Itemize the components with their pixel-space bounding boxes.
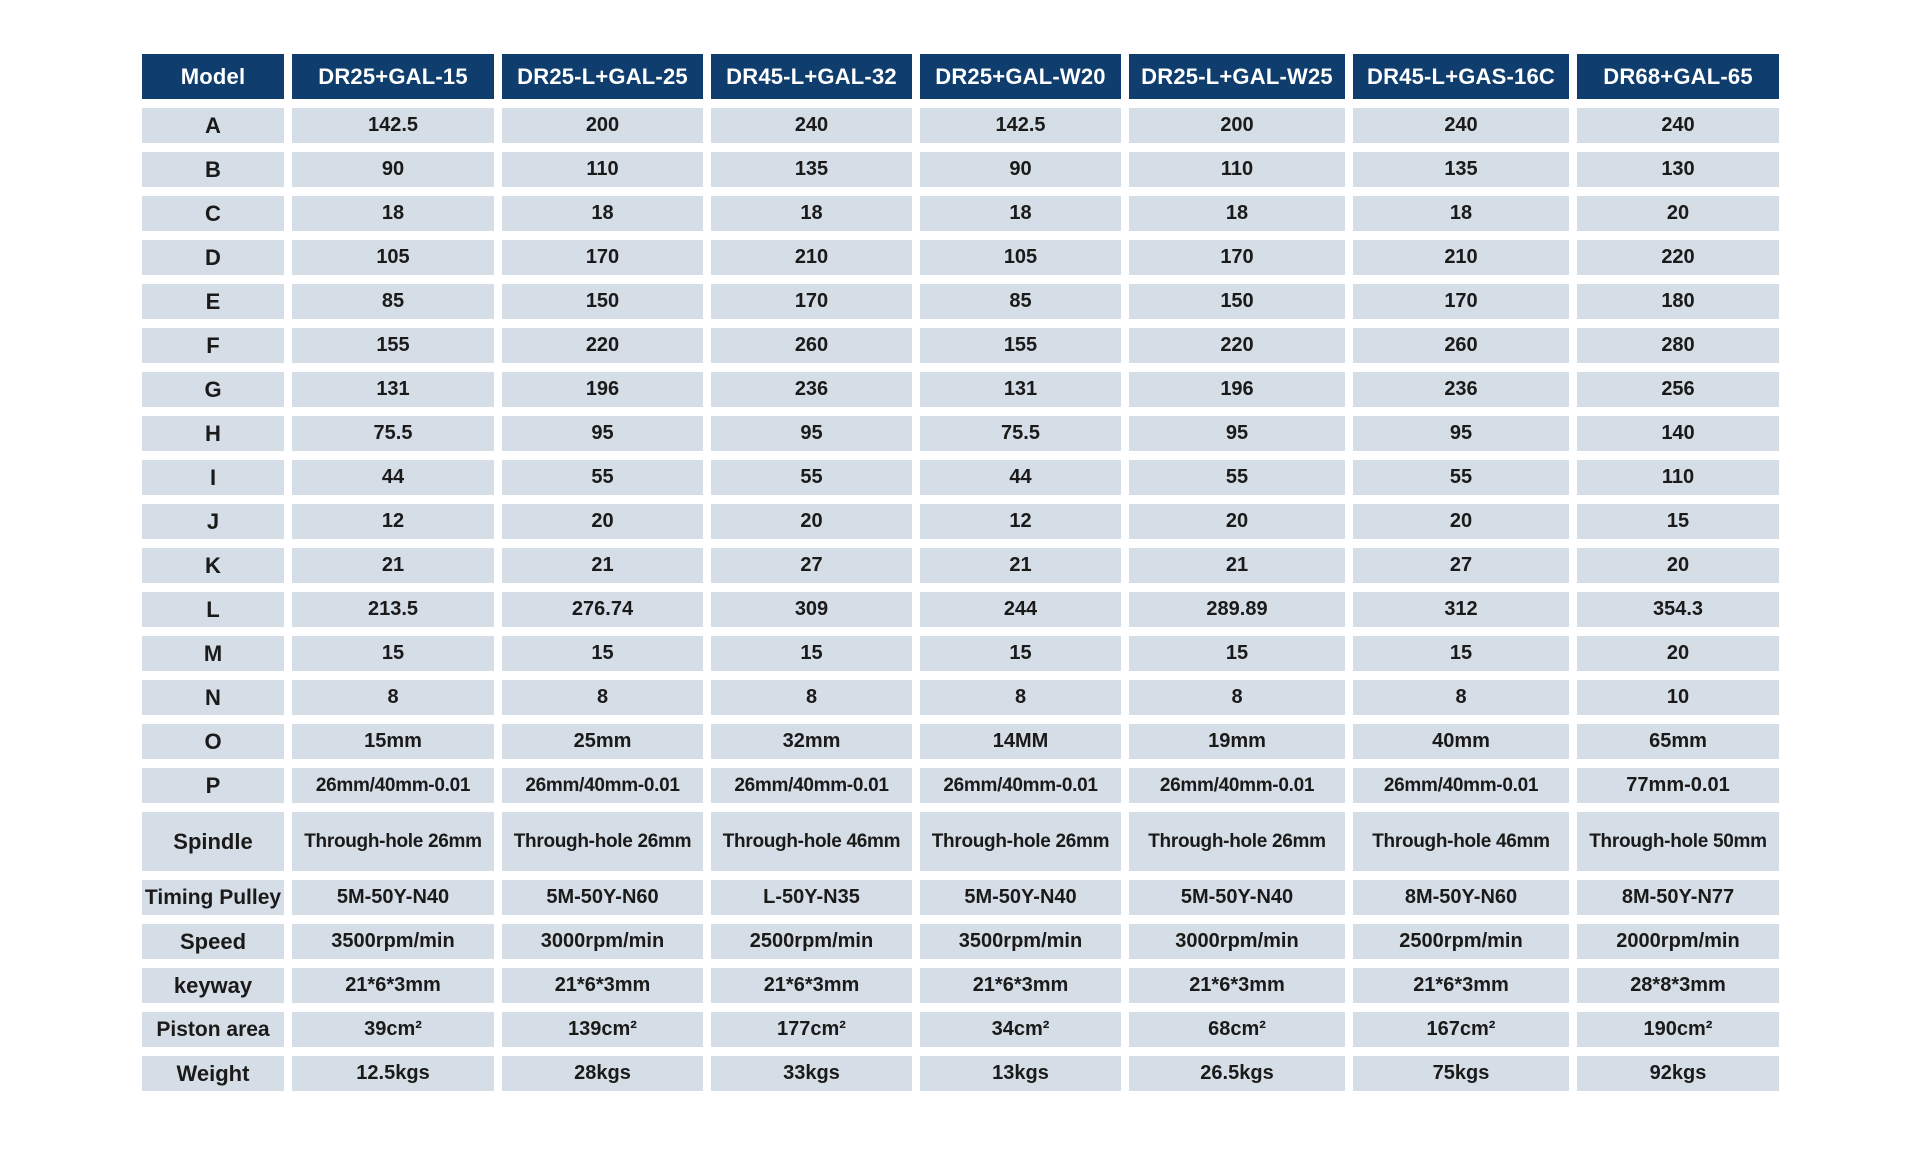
value-cell: 15	[292, 636, 494, 671]
value-cell: 18	[1129, 196, 1345, 231]
value-cell: 20	[502, 504, 703, 539]
value-cell: 2500rpm/min	[1353, 924, 1569, 959]
value-cell: Through-hole 50mm	[1577, 812, 1779, 871]
value-cell: 21*6*3mm	[1353, 968, 1569, 1003]
value-cell: 142.5	[920, 108, 1121, 143]
value-cell: 21	[1129, 548, 1345, 583]
value-cell: 26mm/40mm-0.01	[502, 768, 703, 803]
row-label-cell: Spindle	[142, 812, 284, 871]
value-cell: 27	[1353, 548, 1569, 583]
value-cell: Through-hole 46mm	[711, 812, 912, 871]
value-cell: 21*6*3mm	[1129, 968, 1345, 1003]
value-cell: 12	[920, 504, 1121, 539]
value-cell: 15	[1577, 504, 1779, 539]
value-cell: Through-hole 26mm	[1129, 812, 1345, 871]
value-cell: 8	[292, 680, 494, 715]
model-header-cell: DR25-L+GAL-W25	[1129, 54, 1345, 99]
value-cell: 196	[502, 372, 703, 407]
value-cell: 92kgs	[1577, 1056, 1779, 1091]
value-cell: 135	[711, 152, 912, 187]
value-cell: 21	[292, 548, 494, 583]
value-cell: 155	[292, 328, 494, 363]
table-row	[142, 1056, 1779, 1091]
table-header	[142, 54, 1779, 99]
value-cell: 354.3	[1577, 592, 1779, 627]
table-row	[142, 504, 1779, 539]
value-cell: 95	[502, 416, 703, 451]
value-cell: 20	[1577, 636, 1779, 671]
value-cell: 260	[1353, 328, 1569, 363]
value-cell: 309	[711, 592, 912, 627]
model-header-cell: DR25+GAL-15	[292, 54, 494, 99]
table-row	[142, 372, 1779, 407]
value-cell: 15	[920, 636, 1121, 671]
value-cell: 65mm	[1577, 724, 1779, 759]
value-cell: 68cm²	[1129, 1012, 1345, 1047]
value-cell: 150	[1129, 284, 1345, 319]
value-cell: Through-hole 26mm	[920, 812, 1121, 871]
value-cell: 26mm/40mm-0.01	[711, 768, 912, 803]
row-label-cell: C	[142, 196, 284, 231]
value-cell: 95	[1129, 416, 1345, 451]
table-row	[142, 592, 1779, 627]
row-label-cell: D	[142, 240, 284, 275]
header-label-cell: Model	[142, 54, 284, 99]
value-cell: 95	[711, 416, 912, 451]
value-cell: 15	[1353, 636, 1569, 671]
value-cell: 110	[1577, 460, 1779, 495]
value-cell: 240	[711, 108, 912, 143]
value-cell: 140	[1577, 416, 1779, 451]
value-cell: 20	[711, 504, 912, 539]
value-cell: 10	[1577, 680, 1779, 715]
table-row	[142, 880, 1779, 915]
value-cell: 142.5	[292, 108, 494, 143]
value-cell: Through-hole 46mm	[1353, 812, 1569, 871]
value-cell: 40mm	[1353, 724, 1569, 759]
model-header-cell: DR45-L+GAL-32	[711, 54, 912, 99]
table-row	[142, 240, 1779, 275]
table-row	[142, 724, 1779, 759]
table-row	[142, 416, 1779, 451]
value-cell: 18	[502, 196, 703, 231]
value-cell: 20	[1353, 504, 1569, 539]
value-cell: 244	[920, 592, 1121, 627]
value-cell: 44	[920, 460, 1121, 495]
value-cell: 21	[920, 548, 1121, 583]
value-cell: 26mm/40mm-0.01	[292, 768, 494, 803]
value-cell: 75kgs	[1353, 1056, 1569, 1091]
value-cell: 21*6*3mm	[711, 968, 912, 1003]
row-label-cell: Weight	[142, 1056, 284, 1091]
table-row	[142, 968, 1779, 1003]
row-label-cell: Piston area	[142, 1012, 284, 1047]
value-cell: 14MM	[920, 724, 1121, 759]
value-cell: 256	[1577, 372, 1779, 407]
value-cell: 200	[1129, 108, 1345, 143]
row-label-cell: keyway	[142, 968, 284, 1003]
value-cell: 276.74	[502, 592, 703, 627]
model-header-cell: DR25-L+GAL-25	[502, 54, 703, 99]
value-cell: 105	[292, 240, 494, 275]
value-cell: 21*6*3mm	[920, 968, 1121, 1003]
value-cell: 210	[711, 240, 912, 275]
value-cell: 3500rpm/min	[292, 924, 494, 959]
value-cell: 236	[1353, 372, 1569, 407]
value-cell: 26.5kgs	[1129, 1056, 1345, 1091]
value-cell: 167cm²	[1353, 1012, 1569, 1047]
value-cell: 15	[1129, 636, 1345, 671]
value-cell: 213.5	[292, 592, 494, 627]
value-cell: 5M-50Y-N40	[920, 880, 1121, 915]
value-cell: 8	[1129, 680, 1345, 715]
table-row	[142, 152, 1779, 187]
value-cell: 139cm²	[502, 1012, 703, 1047]
value-cell: 3000rpm/min	[1129, 924, 1345, 959]
value-cell: 55	[1353, 460, 1569, 495]
value-cell: 220	[1577, 240, 1779, 275]
value-cell: 20	[1577, 196, 1779, 231]
value-cell: 312	[1353, 592, 1569, 627]
value-cell: 21	[502, 548, 703, 583]
value-cell: 75.5	[920, 416, 1121, 451]
value-cell: 3000rpm/min	[502, 924, 703, 959]
model-header-cell: DR25+GAL-W20	[920, 54, 1121, 99]
value-cell: 18	[711, 196, 912, 231]
value-cell: 8M-50Y-N60	[1353, 880, 1569, 915]
row-label-cell: P	[142, 768, 284, 803]
row-label-cell: E	[142, 284, 284, 319]
value-cell: 26mm/40mm-0.01	[1353, 768, 1569, 803]
value-cell: 260	[711, 328, 912, 363]
value-cell: 85	[920, 284, 1121, 319]
value-cell: 240	[1577, 108, 1779, 143]
table-row	[142, 680, 1779, 715]
value-cell: 28*8*3mm	[1577, 968, 1779, 1003]
value-cell: 19mm	[1129, 724, 1345, 759]
value-cell: 34cm²	[920, 1012, 1121, 1047]
value-cell: Through-hole 26mm	[292, 812, 494, 871]
value-cell: 170	[502, 240, 703, 275]
value-cell: 177cm²	[711, 1012, 912, 1047]
value-cell: 5M-50Y-N60	[502, 880, 703, 915]
value-cell: 21*6*3mm	[292, 968, 494, 1003]
value-cell: 110	[1129, 152, 1345, 187]
value-cell: 18	[920, 196, 1121, 231]
value-cell: Through-hole 26mm	[502, 812, 703, 871]
value-cell: 170	[1129, 240, 1345, 275]
value-cell: 200	[502, 108, 703, 143]
value-cell: 8	[920, 680, 1121, 715]
value-cell: 130	[1577, 152, 1779, 187]
value-cell: 12	[292, 504, 494, 539]
value-cell: 8	[502, 680, 703, 715]
row-label-cell: L	[142, 592, 284, 627]
row-label-cell: G	[142, 372, 284, 407]
row-label-cell: Timing Pulley	[142, 880, 284, 915]
value-cell: 8	[711, 680, 912, 715]
value-cell: 20	[1577, 548, 1779, 583]
value-cell: 18	[292, 196, 494, 231]
value-cell: 26mm/40mm-0.01	[1129, 768, 1345, 803]
value-cell: 220	[502, 328, 703, 363]
value-cell: 21*6*3mm	[502, 968, 703, 1003]
table-row	[142, 548, 1779, 583]
value-cell: 105	[920, 240, 1121, 275]
value-cell: 26mm/40mm-0.01	[920, 768, 1121, 803]
value-cell: L-50Y-N35	[711, 880, 912, 915]
row-label-cell: Speed	[142, 924, 284, 959]
value-cell: 8M-50Y-N77	[1577, 880, 1779, 915]
value-cell: 180	[1577, 284, 1779, 319]
value-cell: 3500rpm/min	[920, 924, 1121, 959]
value-cell: 95	[1353, 416, 1569, 451]
header-row	[142, 54, 1779, 99]
value-cell: 190cm²	[1577, 1012, 1779, 1047]
row-label-cell: I	[142, 460, 284, 495]
model-header-cell: DR68+GAL-65	[1577, 54, 1779, 99]
value-cell: 44	[292, 460, 494, 495]
row-label-cell: B	[142, 152, 284, 187]
value-cell: 2500rpm/min	[711, 924, 912, 959]
value-cell: 150	[502, 284, 703, 319]
row-label-cell: N	[142, 680, 284, 715]
table-row	[142, 636, 1779, 671]
value-cell: 170	[711, 284, 912, 319]
table-row	[142, 924, 1779, 959]
table-row	[142, 328, 1779, 363]
value-cell: 25mm	[502, 724, 703, 759]
table-row	[142, 108, 1779, 143]
value-cell: 15mm	[292, 724, 494, 759]
value-cell: 240	[1353, 108, 1569, 143]
table-row	[142, 1012, 1779, 1047]
table-row	[142, 768, 1779, 803]
value-cell: 32mm	[711, 724, 912, 759]
table-body	[142, 108, 1779, 1091]
value-cell: 75.5	[292, 416, 494, 451]
value-cell: 28kgs	[502, 1056, 703, 1091]
value-cell: 8	[1353, 680, 1569, 715]
value-cell: 33kgs	[711, 1056, 912, 1091]
value-cell: 196	[1129, 372, 1345, 407]
value-cell: 55	[1129, 460, 1345, 495]
row-label-cell: J	[142, 504, 284, 539]
value-cell: 55	[711, 460, 912, 495]
spec-table	[134, 45, 1787, 1100]
table-row	[142, 812, 1779, 871]
value-cell: 90	[920, 152, 1121, 187]
value-cell: 15	[502, 636, 703, 671]
value-cell: 131	[292, 372, 494, 407]
table-row	[142, 460, 1779, 495]
value-cell: 20	[1129, 504, 1345, 539]
value-cell: 210	[1353, 240, 1569, 275]
row-label-cell: F	[142, 328, 284, 363]
value-cell: 131	[920, 372, 1121, 407]
value-cell: 13kgs	[920, 1056, 1121, 1091]
row-label-cell: K	[142, 548, 284, 583]
value-cell: 220	[1129, 328, 1345, 363]
row-label-cell: A	[142, 108, 284, 143]
row-label-cell: O	[142, 724, 284, 759]
value-cell: 2000rpm/min	[1577, 924, 1779, 959]
value-cell: 170	[1353, 284, 1569, 319]
value-cell: 27	[711, 548, 912, 583]
row-label-cell: H	[142, 416, 284, 451]
value-cell: 85	[292, 284, 494, 319]
row-label-cell: M	[142, 636, 284, 671]
value-cell: 5M-50Y-N40	[292, 880, 494, 915]
table-row	[142, 284, 1779, 319]
value-cell: 12.5kgs	[292, 1056, 494, 1091]
table-row	[142, 196, 1779, 231]
value-cell: 155	[920, 328, 1121, 363]
value-cell: 39cm²	[292, 1012, 494, 1047]
value-cell: 18	[1353, 196, 1569, 231]
value-cell: 289.89	[1129, 592, 1345, 627]
value-cell: 5M-50Y-N40	[1129, 880, 1345, 915]
value-cell: 90	[292, 152, 494, 187]
value-cell: 55	[502, 460, 703, 495]
value-cell: 15	[711, 636, 912, 671]
value-cell: 280	[1577, 328, 1779, 363]
model-header-cell: DR45-L+GAS-16C	[1353, 54, 1569, 99]
value-cell: 236	[711, 372, 912, 407]
value-cell: 135	[1353, 152, 1569, 187]
value-cell: 110	[502, 152, 703, 187]
value-cell: 77mm-0.01	[1577, 768, 1779, 803]
